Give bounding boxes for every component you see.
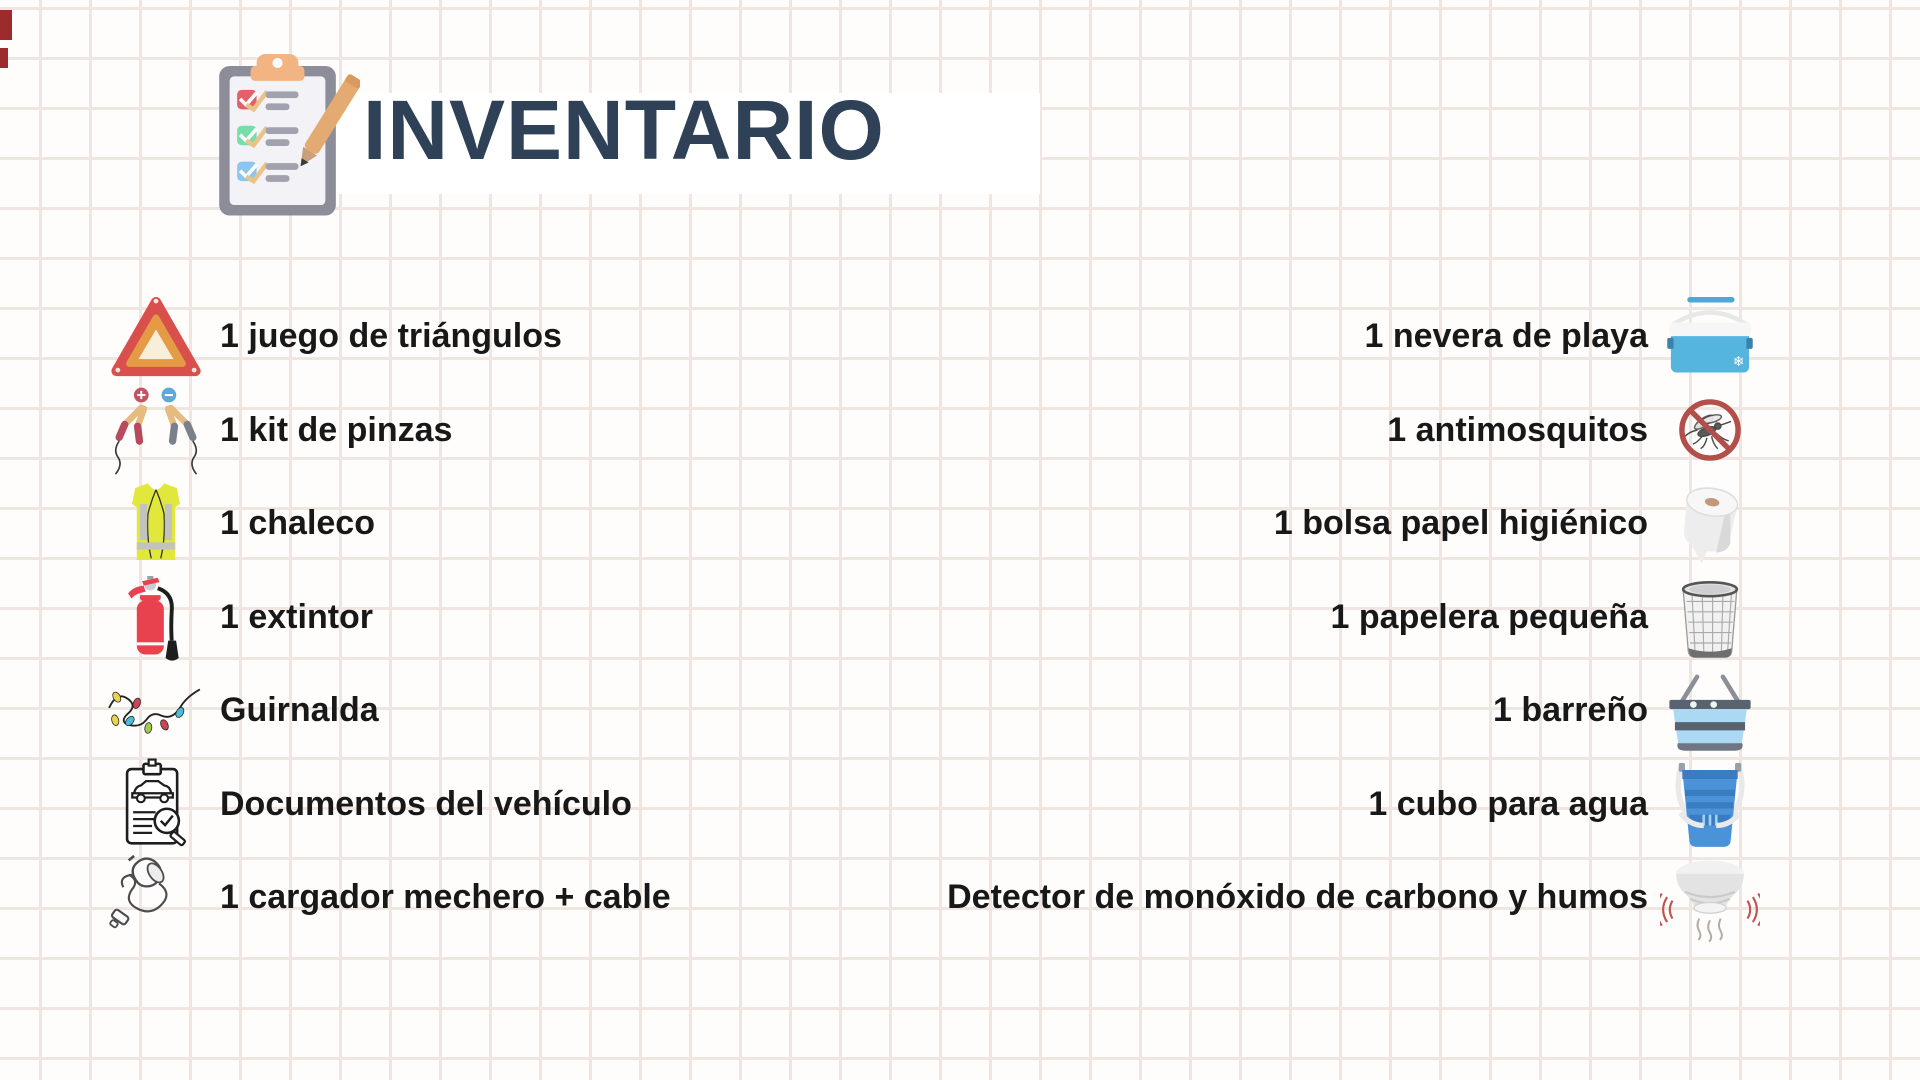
vehicle-documents-icon (106, 758, 206, 850)
charger-cable-icon (106, 852, 206, 944)
item-label: 1 juego de triángulos (220, 317, 562, 356)
string-lights-icon (106, 672, 206, 750)
toilet-paper-icon (1660, 478, 1760, 570)
list-item (640, 290, 1760, 384)
no-mosquito-icon (1660, 391, 1760, 469)
page-edge-mark (0, 48, 8, 68)
item-label: 1 antimosquitos (1387, 410, 1648, 449)
item-label: 1 cubo para agua (1368, 784, 1648, 823)
list-item (640, 758, 1760, 852)
list-item (640, 571, 1760, 665)
page-title: INVENTARIO (363, 83, 885, 177)
list-item (640, 851, 1760, 945)
right-item-list (640, 290, 1760, 945)
fire-extinguisher-icon (106, 569, 206, 665)
safety-vest-icon (106, 478, 206, 570)
list-item (640, 664, 1760, 758)
item-label: 1 chaleco (220, 504, 375, 543)
svg-text:❄: ❄ (1732, 353, 1745, 370)
item-label: 1 bolsa papel higiénico (1273, 504, 1648, 543)
water-bucket-icon (1660, 759, 1760, 849)
item-label: Documentos del vehículo (220, 784, 632, 823)
item-label: 1 barreño (1493, 691, 1648, 730)
item-label: 1 papelera pequeña (1330, 597, 1648, 636)
item-label: Guirnalda (220, 691, 379, 730)
item-label: Detector de monóxido de carbono y humos (947, 878, 1648, 917)
warning-triangle-icon (106, 294, 206, 380)
smoke-detector-icon (1660, 852, 1760, 944)
item-label: 1 extintor (220, 597, 374, 636)
clipboard-checklist-icon (210, 48, 360, 225)
list-item (640, 384, 1760, 478)
item-label: 1 kit de pinzas (220, 410, 453, 449)
washbasin-icon (1660, 669, 1760, 753)
jumper-cables-icon (106, 384, 206, 476)
item-label: 1 nevera de playa (1364, 317, 1648, 356)
list-item (640, 477, 1760, 571)
page-edge-mark (0, 10, 12, 40)
item-label: 1 cargador mechero + cable (220, 878, 671, 917)
beach-cooler-icon (1660, 293, 1760, 381)
wastebasket-icon (1660, 575, 1760, 659)
